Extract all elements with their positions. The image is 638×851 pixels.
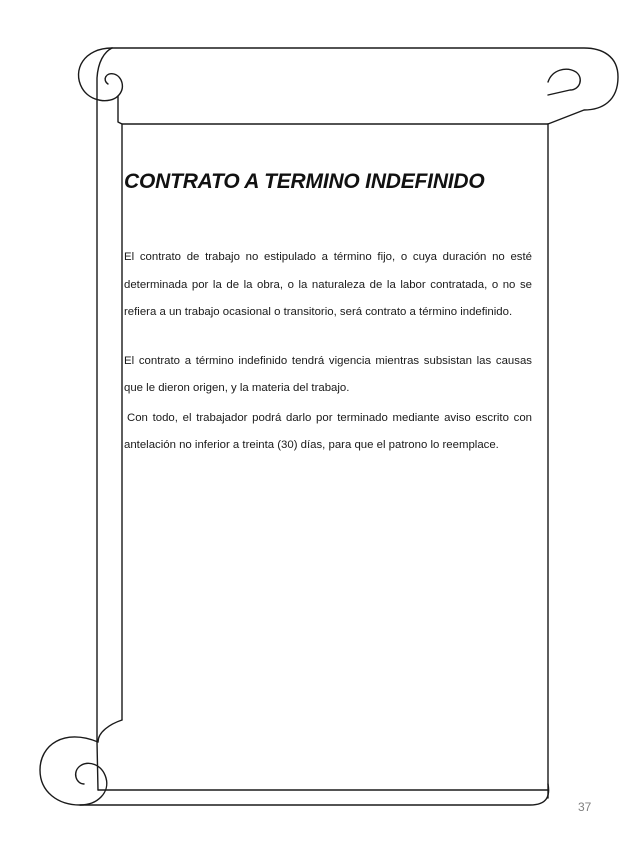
- top-roll: [112, 48, 618, 124]
- paragraph: El contrato de trabajo no estipulado a término fijo, o cuya duración no esté determinada por la de la obra, o la naturaleza de la labor contratada, o no se refiera a un trabajo ocasional o transitorio, será contrato a término indefinido.: [124, 251, 532, 318]
- top-left-curl: [79, 48, 123, 101]
- bottom-left-curl: [76, 763, 107, 805]
- document-body: [124, 170, 532, 460]
- top-roll-curl: [548, 69, 580, 95]
- page-number: 37: [578, 800, 592, 814]
- paragraph: Con todo, el trabajador podrá darlo por terminado mediante aviso escrito con antelación no inferior a treinta (30) días, para que el patrono lo reemplace.: [124, 411, 532, 451]
- page-left-edge: [118, 96, 122, 720]
- paragraph: El contrato a término indefinido tendrá vigencia mientras subsistan las causas que le dieron origen, y la materia del trabajo.: [124, 354, 532, 394]
- page-bottom-curl: [98, 720, 122, 742]
- bottom-roll: [40, 737, 549, 805]
- page-title: CONTRATO A TERMINO INDEFINIDO: [124, 170, 485, 193]
- left-roll-edge: [97, 48, 112, 790]
